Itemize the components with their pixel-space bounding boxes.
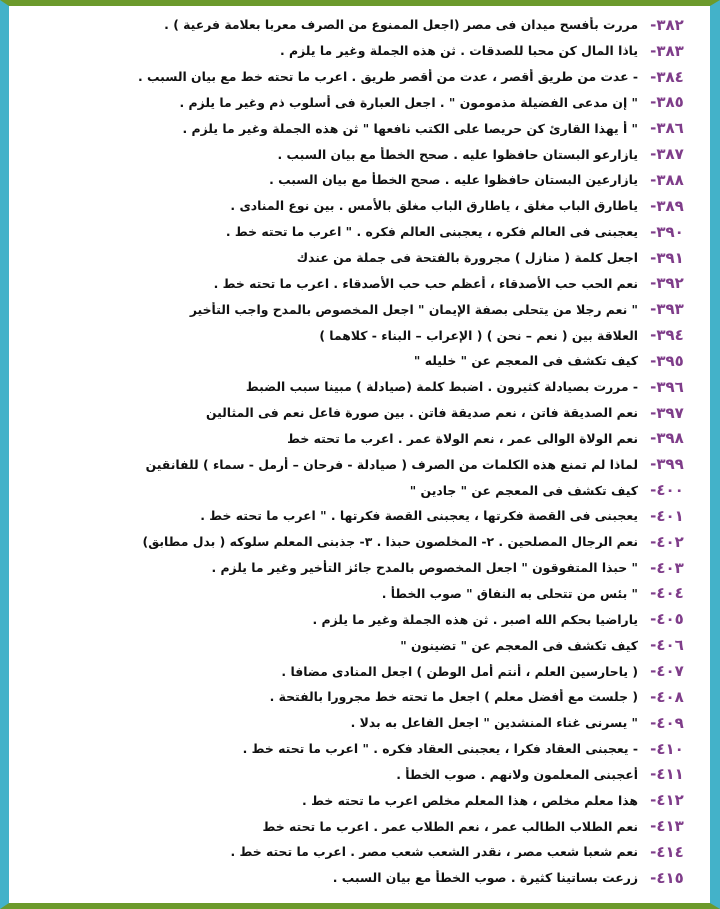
exercise-number: -٤٠٣: [650, 558, 684, 577]
exercise-text: " بئس من تتحلى به النفاق " صوب الخطأ .: [381, 585, 638, 601]
exercise-row: [21, 761, 696, 787]
exercise-row: [21, 64, 696, 90]
exercise-text: يازارعين البستان حافظوا عليه . صحح الخطأ مع بيان السبب .: [269, 172, 638, 188]
exercise-row: [21, 270, 696, 296]
exercise-text: - يعجبنى العقاد فكرا ، يعجبنى العقاد فكره . " اعرب ما تحته خط .: [242, 741, 638, 757]
exercise-number: -٤١٠: [650, 739, 684, 758]
exercise-row: [21, 12, 696, 38]
exercise-number: -٣٨٧: [650, 145, 684, 164]
exercise-row: [21, 141, 696, 167]
exercise-row: [21, 400, 696, 426]
exercise-number: -٤١١: [650, 765, 684, 784]
exercise-text: " حبذا المتفوقون " اجعل المخصوص بالمدح جائز التأخير وغير ما يلزم .: [211, 560, 638, 576]
exercise-number: -٤٠٨: [650, 687, 684, 706]
exercise-text: " يسرنى غناء المنشدين " اجعل الفاعل به بدلا .: [350, 715, 638, 731]
exercise-text: هذا معلم مخلص ، هذا المعلم مخلص اعرب ما تحته خط .: [302, 792, 638, 808]
exercise-text: كيف تكشف فى المعجم عن " جادين ": [409, 482, 638, 498]
exercise-number: -٣٨٢: [650, 15, 684, 34]
exercise-row: [21, 477, 696, 503]
exercise-number: -٤١٣: [650, 817, 684, 836]
exercise-text: - عدت من طريق أقصر ، عدت من أقصر طريق . اعرب ما تحته خط مع بيان السبب .: [138, 69, 638, 85]
exercise-number: -٤٠٧: [650, 662, 684, 681]
exercise-row: [21, 606, 696, 632]
exercise-number: -٤٠٢: [650, 532, 684, 551]
exercise-text: - مررت بصيادلة كثيرون . اضبط كلمة (صيادلة ) مبينا سبب الضبط: [245, 379, 638, 395]
exercise-text: ياطارق الباب مغلق ، ياطارق الباب مغلق بالأمس . بين نوع المنادى .: [230, 198, 638, 214]
exercise-text: " إن مدعى الفضيلة مذمومون " . اجعل العبارة فى أسلوب ذم وغير ما يلزم .: [179, 94, 638, 110]
exercise-text: ياراضيا بحكم الله اصبر . ثن هذه الجملة وغير ما يلزم .: [312, 611, 638, 627]
exercise-number: -٣٨٨: [650, 170, 684, 189]
exercise-row: [21, 193, 696, 219]
exercise-text: نعم الحب حب الأصدقاء ، أعظم حب حب الأصدقاء . اعرب ما تحته خط .: [213, 275, 638, 291]
exercise-row: [21, 167, 696, 193]
exercise-number: -٤٠٦: [650, 636, 684, 655]
exercise-number: -٣٩٢: [650, 274, 684, 293]
exercise-number: -٣٩١: [650, 248, 684, 267]
exercise-row: [21, 813, 696, 839]
exercise-row: [21, 348, 696, 374]
exercise-number: -٣٩٦: [650, 377, 684, 396]
exercise-number: -٤١٢: [650, 791, 684, 810]
exercise-number: -٤٠٥: [650, 610, 684, 629]
exercise-list: [21, 12, 696, 891]
exercise-number: -٣٨٣: [650, 41, 684, 60]
exercise-number: -٤٠١: [650, 506, 684, 525]
exercise-number: -٤١٤: [650, 842, 684, 861]
exercise-number: -٣٩٤: [650, 326, 684, 345]
exercise-number: -٤٠٤: [650, 584, 684, 603]
exercise-number: -٤٠٠: [650, 481, 684, 500]
exercise-text: نعم شعبا شعب مصر ، نقدر الشعب شعب مصر . اعرب ما تحته خط .: [230, 844, 638, 860]
exercise-number: -٤١٥: [650, 868, 684, 887]
exercise-row: [21, 426, 696, 452]
exercise-number: -٤٠٩: [650, 713, 684, 732]
exercise-text: مررت بأفسح ميدان فى مصر (اجعل الممنوع من الصرف معربا بعلامة فرعية ) .: [164, 17, 638, 33]
exercise-text: " نعم رجلا من يتحلى بصفة الإيمان " اجعل المخصوص بالمدح واجب التأخير: [189, 301, 638, 317]
exercise-text: يعجبنى فى القصة فكرتها ، يعجبنى القصة فكرتها . " اعرب ما تحته خط .: [200, 508, 638, 524]
exercise-number: -٣٨٤: [650, 67, 684, 86]
exercise-text: كيف تكشف فى المعجم عن " تضينون ": [400, 637, 638, 653]
exercise-row: [21, 90, 696, 116]
exercise-text: أعجبنى المعلمون ولانهم . صوب الخطأ .: [396, 766, 638, 782]
exercise-number: -٣٨٥: [650, 93, 684, 112]
exercise-text: يعجبنى فى العالم فكره ، يعجبنى العالم فكره . " اعرب ما تحته خط .: [225, 224, 638, 240]
exercise-text: يازارعو البستان حافظوا عليه . صحح الخطأ مع بيان السبب .: [277, 146, 638, 162]
exercise-row: [21, 787, 696, 813]
exercise-text: نعم الصديقة فاتن ، نعم صديقة فاتن . بين صورة فاعل نعم فى المثالين: [205, 405, 638, 421]
exercise-row: [21, 529, 696, 555]
exercise-number: -٣٩٩: [650, 455, 684, 474]
exercise-text: العلاقة بين ( نعم – نحن ) ( الإعراب – البناء - كلاهما ): [319, 327, 638, 343]
exercise-row: [21, 581, 696, 607]
exercise-row: [21, 736, 696, 762]
exercise-row: [21, 451, 696, 477]
exercise-row: [21, 374, 696, 400]
exercise-number: -٣٩٠: [650, 222, 684, 241]
exercise-text: ياذا المال كن محبا للصدقات . ثن هذه الجملة وغير ما يلزم .: [280, 43, 638, 59]
exercise-number: -٣٨٩: [650, 196, 684, 215]
exercise-text: ( ياحارسين العلم ، أنتم أمل الوطن ) اجعل المنادى مضافا .: [281, 663, 638, 679]
exercise-number: -٣٩٣: [650, 300, 684, 319]
exercise-row: [21, 839, 696, 865]
exercise-row: [21, 632, 696, 658]
exercise-number: -٣٩٨: [650, 429, 684, 448]
exercise-row: [21, 219, 696, 245]
exercise-number: -٣٩٥: [650, 351, 684, 370]
exercise-text: نعم الرجال المصلحين . ٢- المخلصون حبذا . ٣- جذبنى المعلم سلوكه ( بدل مطابق): [142, 534, 638, 550]
exercise-text: زرعت بساتينا كثيرة . صوب الخطأ مع بيان السبب .: [332, 870, 638, 886]
exercise-text: لماذا لم تمنع هذه الكلمات من الصرف ( صيادلة - فرحان – أرمل - سماء ) للفانقين: [145, 456, 638, 472]
exercise-text: " أ يهذا القارئ كن حريصا على الكتب نافعها " ثن هذه الجملة وغير ما يلزم .: [182, 120, 638, 136]
exercise-number: -٣٨٦: [650, 119, 684, 138]
exercise-text: نعم الطلاب الطالب عمر ، نعم الطلاب عمر . اعرب ما تحته خط: [262, 818, 638, 834]
exercise-row: [21, 322, 696, 348]
exercise-text: اجعل كلمة ( منازل ) مجرورة بالفتحة فى جملة من عندك: [296, 250, 638, 266]
exercise-text: ( جلست مع أفضل معلم ) اجعل ما تحته خط مجرورا بالفتحة .: [269, 689, 638, 705]
exercise-row: [21, 865, 696, 891]
exercise-row: [21, 296, 696, 322]
exercise-text: كيف تكشف فى المعجم عن " خليله ": [413, 353, 638, 369]
exercise-row: [21, 684, 696, 710]
exercise-number: -٣٩٧: [650, 403, 684, 422]
exercise-row: [21, 245, 696, 271]
exercise-row: [21, 555, 696, 581]
exercise-text: نعم الولاة الوالى عمر ، نعم الولاة عمر . اعرب ما تحته خط: [287, 430, 638, 446]
exercise-row: [21, 115, 696, 141]
exercise-row: [21, 710, 696, 736]
exercise-row: [21, 503, 696, 529]
exercise-row: [21, 38, 696, 64]
exercise-row: [21, 658, 696, 684]
